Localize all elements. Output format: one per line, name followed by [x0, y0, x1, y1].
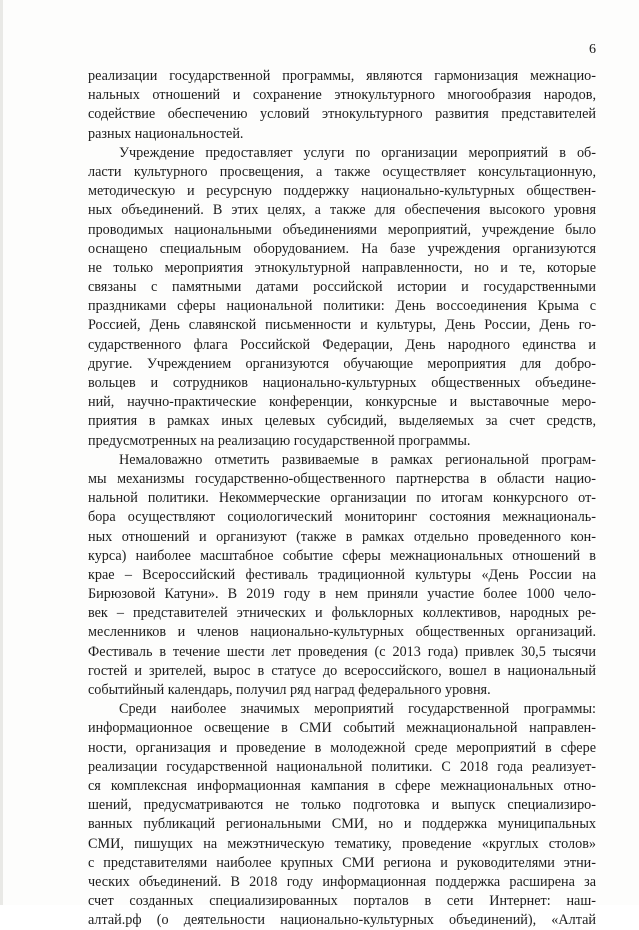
text-line: реализации государственной национальной политики. С 2018 года реализует- — [88, 758, 596, 775]
text-line: шений, предусматриваются не только подготовка и выпуск специализиро- — [88, 797, 596, 814]
text-line: нальных отношений и сохранение этнокультурного многообразия народов, — [88, 87, 596, 104]
text-line: крае – Всероссийский фестиваль традиционной культуры «День России на — [88, 566, 596, 583]
text-line: ности, организация и проведение в молодежной среде мероприятий в сфере — [88, 739, 596, 756]
text-line: ных отношений и организуют (также в рамках отдельно проведенного кон- — [88, 528, 596, 545]
text-line: вольцев и сотрудников национально-культурных общественных объедине- — [88, 375, 596, 391]
text-line: событийный календарь, получил ряд наград федерального уровня. — [88, 682, 491, 698]
text-line: ний, научно-практические конференции, конкурсные и выставочные меро- — [88, 394, 596, 411]
text-line: СМИ, пишущих на межэтническую тематику, проведение «круглых столов» — [88, 835, 596, 852]
text-line: предусмотренных на реализацию государственной программы. — [88, 432, 471, 449]
text-line: содействие обеспечению условий этнокультурного развития представителей — [88, 106, 596, 123]
text-line: реализации государственной программы, являются гармонизация межнацио- — [88, 68, 596, 84]
text-line: Немаловажно отметить развиваемые в рамках региональной програм- — [119, 451, 596, 468]
text-line: связаны с памятными датами российской истории и государственными — [88, 279, 596, 296]
text-line: нальной политики. Некоммерческие организации по итогам конкурсного от- — [88, 490, 596, 507]
text-line: счет созданных специализированных порталов в сети Интернет: наш- — [88, 893, 596, 910]
text-line: с представителями наиболее крупных СМИ региона и руководителями этни- — [88, 854, 596, 871]
text-line: ласти культурного просвещения, а также осуществляет консультационную, — [88, 163, 596, 180]
text-line: сударственного флага Российской Федерации, День народного единства и — [88, 336, 596, 353]
text-line: не только мероприятия этнокультурной направленности, но и те, которые — [88, 259, 596, 276]
text-line: курса) наиболее масштабное событие сферы межнациональных отношений в — [88, 547, 596, 564]
text-line: информационное освещение в СМИ событий межнациональной направлен- — [88, 720, 596, 737]
text-line: проводимых национальными объединениями мероприятий, учреждение было — [88, 221, 596, 238]
text-line: бора осуществляют социологический мониторинг состояния межнациональ- — [88, 509, 596, 526]
text-line: гостей и зрителей, вырос в статусе до всероссийского, вошел в национальный — [88, 662, 596, 679]
text-line: мы механизмы государственно-общественного партнерства в области нацио- — [88, 470, 596, 487]
text-line: приятия в рамках иных целевых субсидий, выделяемых за счет средств, — [88, 413, 596, 430]
text-line: век – представителей этнических и фольклорных коллективов, народных ре- — [88, 605, 596, 622]
text-line: ся комплексная информационная кампания в сфере межнациональных отно- — [88, 777, 596, 794]
body-text — [88, 67, 596, 930]
text-line: Среди наиболее значимых мероприятий государственной программы: — [119, 701, 596, 718]
text-line: ческих объединений. В 2018 году информационная поддержка расширена за — [88, 873, 596, 890]
text-line: Учреждение предоставляет услуги по организации мероприятий в об- — [119, 144, 596, 161]
text-line: оснащено специальным оборудованием. На базе учреждения организуются — [88, 240, 596, 257]
text-line: алтай.рф (о деятельности национально-культурных объединений), «Алтай — [88, 912, 596, 929]
page-number: 6 — [589, 42, 596, 57]
text-line: ванных публикаций региональными СМИ, но и поддержка муниципальных — [88, 816, 596, 833]
text-line: Бирюзовой Катуни». В 2019 году в нем приняли участие более 1000 чело- — [88, 586, 596, 603]
text-line: Россией, День славянской письменности и культуры, День России, День го- — [88, 317, 596, 334]
text-line: методическую и ресурсную поддержку национально-культурных обществен- — [88, 183, 596, 200]
scan-edge — [0, 0, 3, 905]
text-line: Фестиваль в течение шести лет проведения (с 2013 года) привлек 30,5 тысячи — [88, 643, 596, 660]
text-line: праздниками сферы национальной политики: День воссоединения Крыма с — [88, 298, 596, 315]
text-line: месленников и членов национально-культурных общественных организаций. — [88, 624, 596, 641]
text-line: другие. Учреждением организуются обучающие мероприятия для добро- — [88, 355, 596, 372]
text-line: разных национальностей. — [88, 125, 244, 142]
text-line: ных объединений. В этих целях, а также для обеспечения высокого уровня — [88, 202, 596, 219]
